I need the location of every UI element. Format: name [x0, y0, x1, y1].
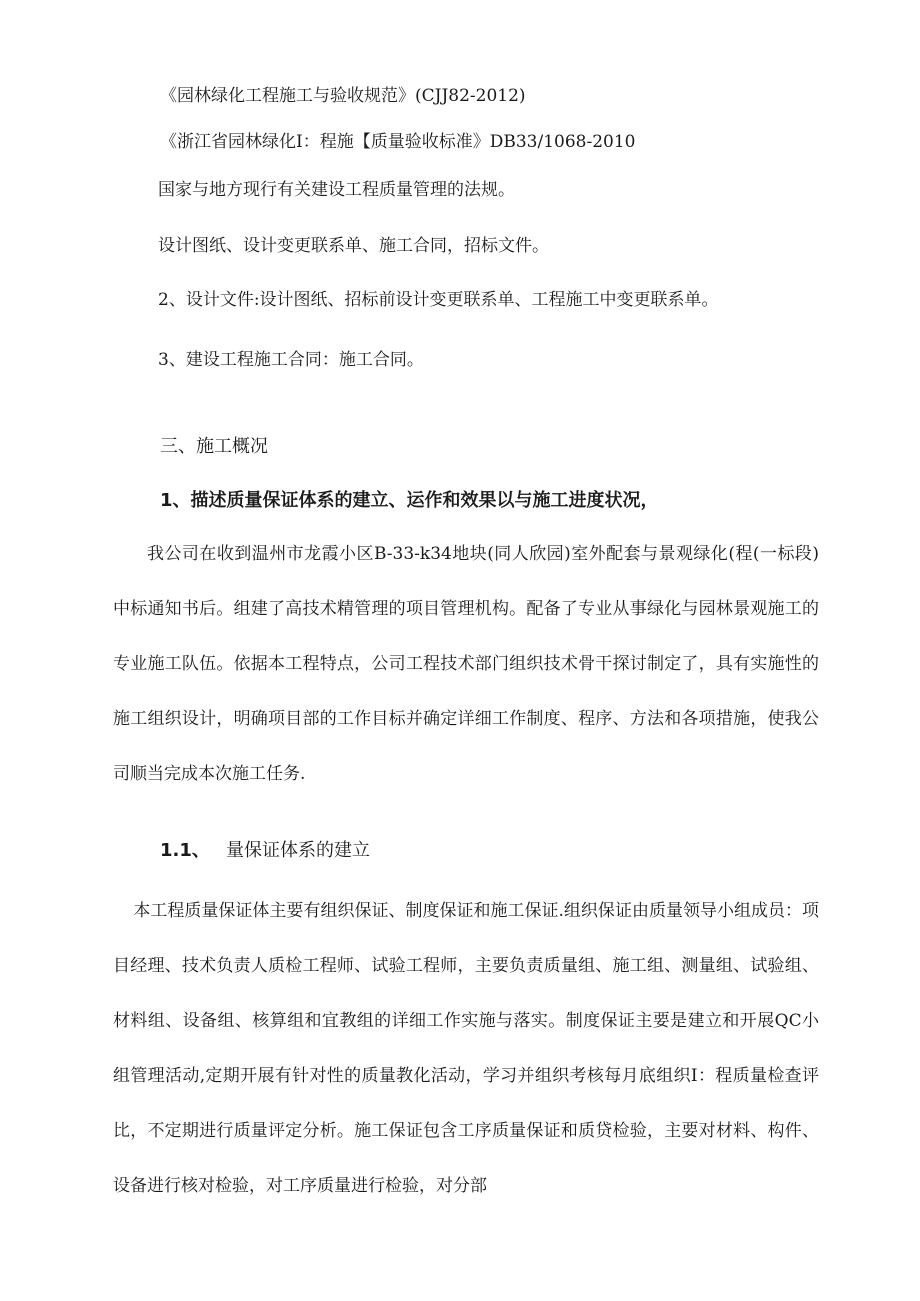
section-heading-3: 三、施工概况 — [160, 436, 268, 457]
reference-line-6: 3、建设工程施工合同：施工合同。 — [158, 350, 424, 370]
section-1-paragraph-text: 我公司在收到温州市龙霞小区B-33-k34地块(同人欣园)室外配套与景观绿化(程(一标段)中标通知书后。组建了高技术精管理的项目管理机构。配备了专业从事绿化与园林景观施工的专业施工队伍。依据本工程特点，公司工程技术部门组织技术骨干探讨制定了，具有实施性的施工组织设计，明确项目部的工作目标并确定详细工作制度、程序、方法和各项措施，使我公司顺当完成本次施工任务. — [113, 544, 819, 784]
reference-line-4: 设计图纸、设计变更联系单、施工合同，招标文件。 — [158, 236, 549, 256]
section-heading-1-1 — [160, 842, 370, 860]
section-1-1-paragraph — [113, 884, 819, 1214]
reference-line-1: 《园林绿化工程施工与验收规范》(CJJ82-2012) — [160, 86, 526, 106]
section-heading-1: 1、描述质量保证体系的建立、运作和效果以与施工进度状况， — [160, 490, 659, 511]
section-1-1-title: 量保证体系的建立 — [226, 840, 370, 861]
reference-line-2: 《浙江省园林绿化I：程施【质量验收标准》DB33/1068-2010 — [160, 132, 636, 152]
section-1-paragraph — [113, 527, 819, 802]
section-1-1-number: 1.1、 — [160, 840, 210, 861]
section-1-1-paragraph-text: 本工程质量保证体主要有组织保证、制度保证和施工保证.组织保证由质量领导小组成员：项目经理、技术负责人质检工程师、试验工程师，主要负责质量组、施工组、测量组、试验组、材料组、设备组、核算组和宜教组的详细工作实施与落实。制度保证主要是建立和开展QC小组管理活动,定期开展有针对性的质量教化活动，学习并组织考核每月底组织I：程质量检查评比，不定期进行质量评定分析。施工保证包含工序质量保证和质贷检验，主要对材料、构件、设备进行核对检验，对工序质量进行检验，对分部 — [113, 901, 819, 1196]
reference-line-3: 国家与地方现行有关建设工程质量管理的法规。 — [158, 180, 515, 200]
reference-line-5: 2、设计文件:设计图纸、招标前设计变更联系单、工程施工中变更联系单。 — [158, 290, 719, 310]
